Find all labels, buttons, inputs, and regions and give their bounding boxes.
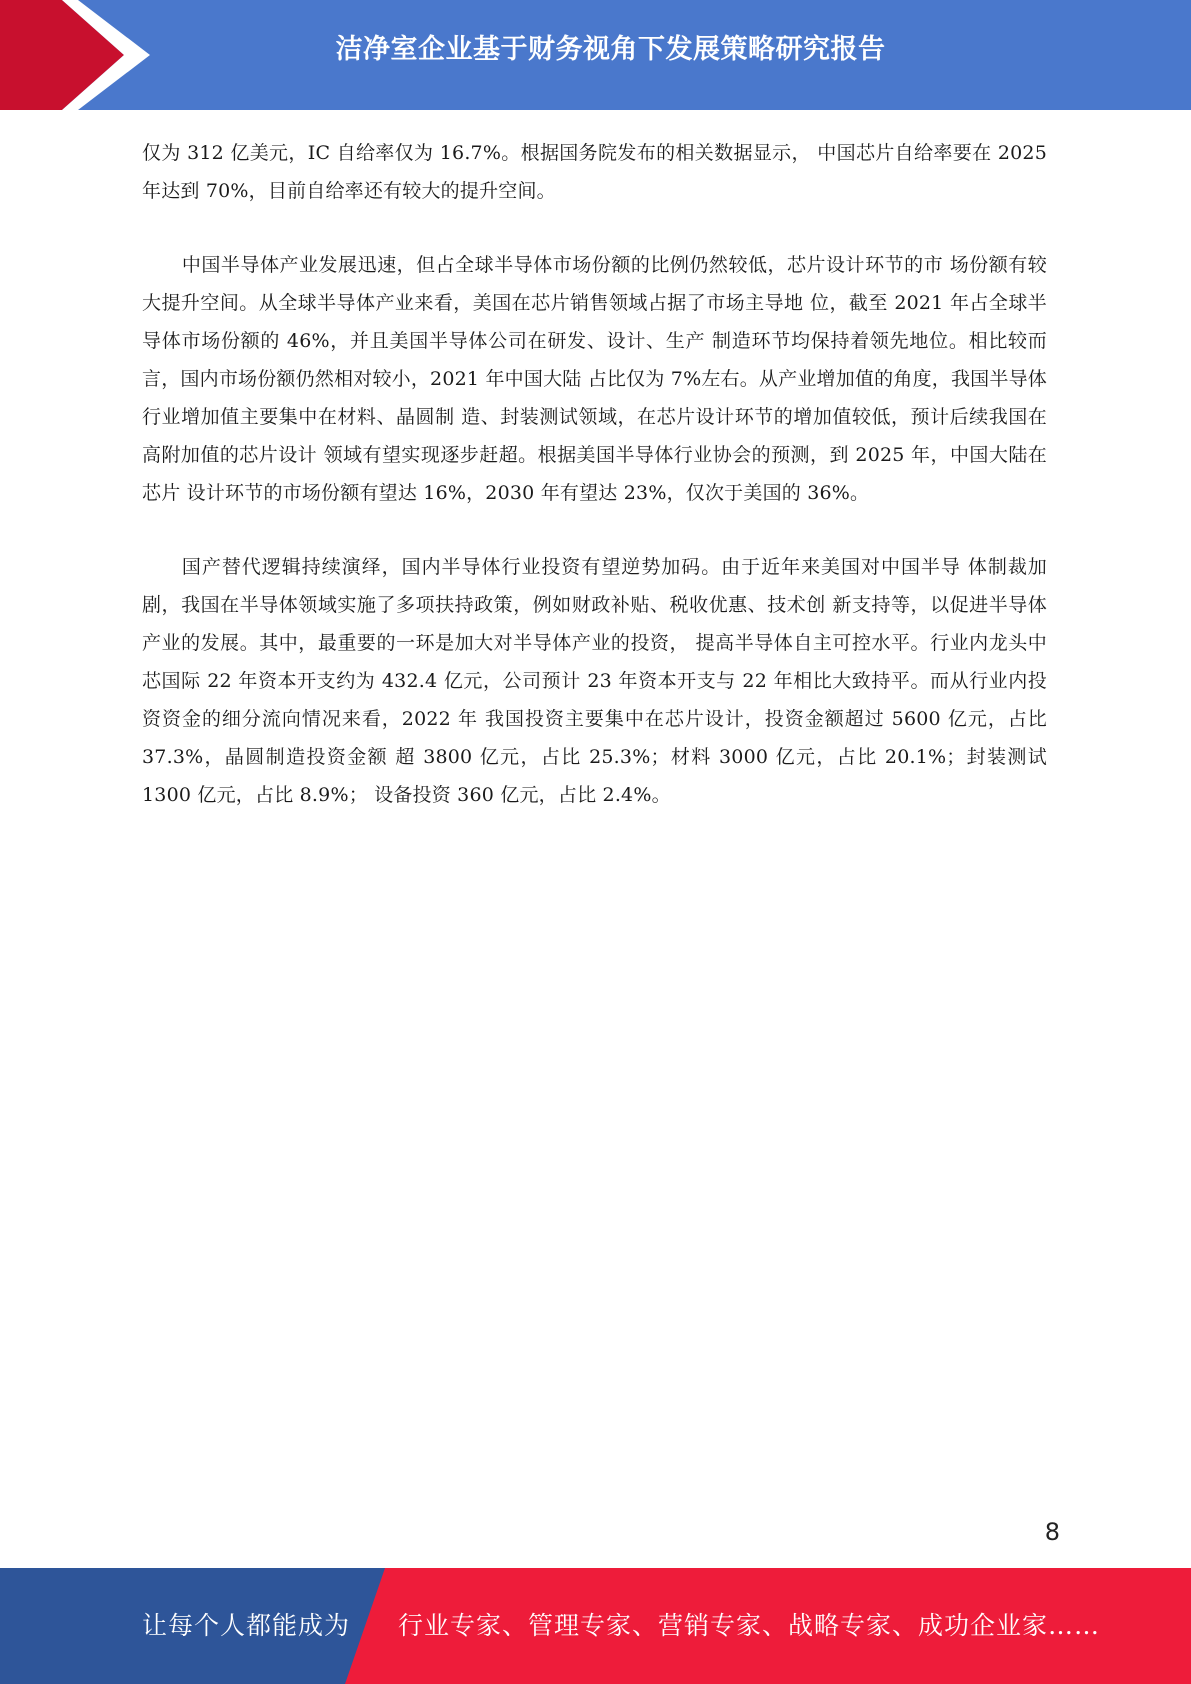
report-title: 洁净室企业基于财务视角下发展策略研究报告 — [335, 34, 886, 65]
document-body — [142, 134, 1047, 850]
footer-slogan-left: 让每个人都能成为 — [142, 1611, 351, 1640]
paragraph-2: 中国半导体产业发展迅速，但占全球半导体市场份额的比例仍然较低，芯片设计环节的市 场份额有较大提升空间。从全球半导体产业来看，美国在芯片销售领域占据了市场主导地 位，截至 2021 年占全球半导体市场份额的 46%，并且美国半导体公司在研发、设计、生产 制造环节均保持着领先地位。相比较而言，国内市场份额仍然相对较小，2021 年中国大陆 占比仅为 7%左右。从产业增加值的角度，我国半导体行业增加值主要集中在材料、晶圆制 造、封装测试领域，在芯片设计环节的增加值较低，预计后续我国在高附加值的芯片设计 领域有望实现逐步赶超。根据美国半导体行业协会的预测，到 2025 年，中国大陆在芯片 设计环节的市场份额有望达 16%，2030 年有望达 23%，仅次于美国的 36%。 — [142, 254, 1047, 504]
paragraph-3: 国产替代逻辑持续演绎，国内半导体行业投资有望逆势加码。由于近年来美国对中国半导 体制裁加剧，我国在半导体领域实施了多项扶持政策，例如财政补贴、税收优惠、技术创 新支持等，以促进半导体产业的发展。其中，最重要的一环是加大对半导体产业的投资， 提高半导体自主可控水平。行业内龙头中芯国际 22 年资本开支约为 432.4 亿元，公司预计 23 年资本开支与 22 年相比大致持平。而从行业内投资资金的细分流向情况来看，2022 年 我国投资主要集中在芯片设计，投资金额超过 5600 亿元，占比 37.3%，晶圆制造投资金额 超 3800 亿元，占比 25.3%；材料 3000 亿元，占比 20.1%；封装测试 1300 亿元，占比 8.9%； 设备投资 360 亿元，占比 2.4%。 — [142, 556, 1047, 806]
paragraph-1: 仅为 312 亿美元，IC 自给率仅为 16.7%。根据国务院发布的相关数据显示， 中国芯片自给率要在 2025 年达到 70%，目前自给率还有较大的提升空间。 — [142, 142, 1047, 202]
page-footer — [0, 1568, 1191, 1684]
page-header — [0, 0, 1191, 110]
footer-slogan-right: 行业专家、管理专家、营销专家、战略专家、成功企业家…… — [398, 1611, 1101, 1640]
page-number: 8 — [1044, 1518, 1060, 1546]
